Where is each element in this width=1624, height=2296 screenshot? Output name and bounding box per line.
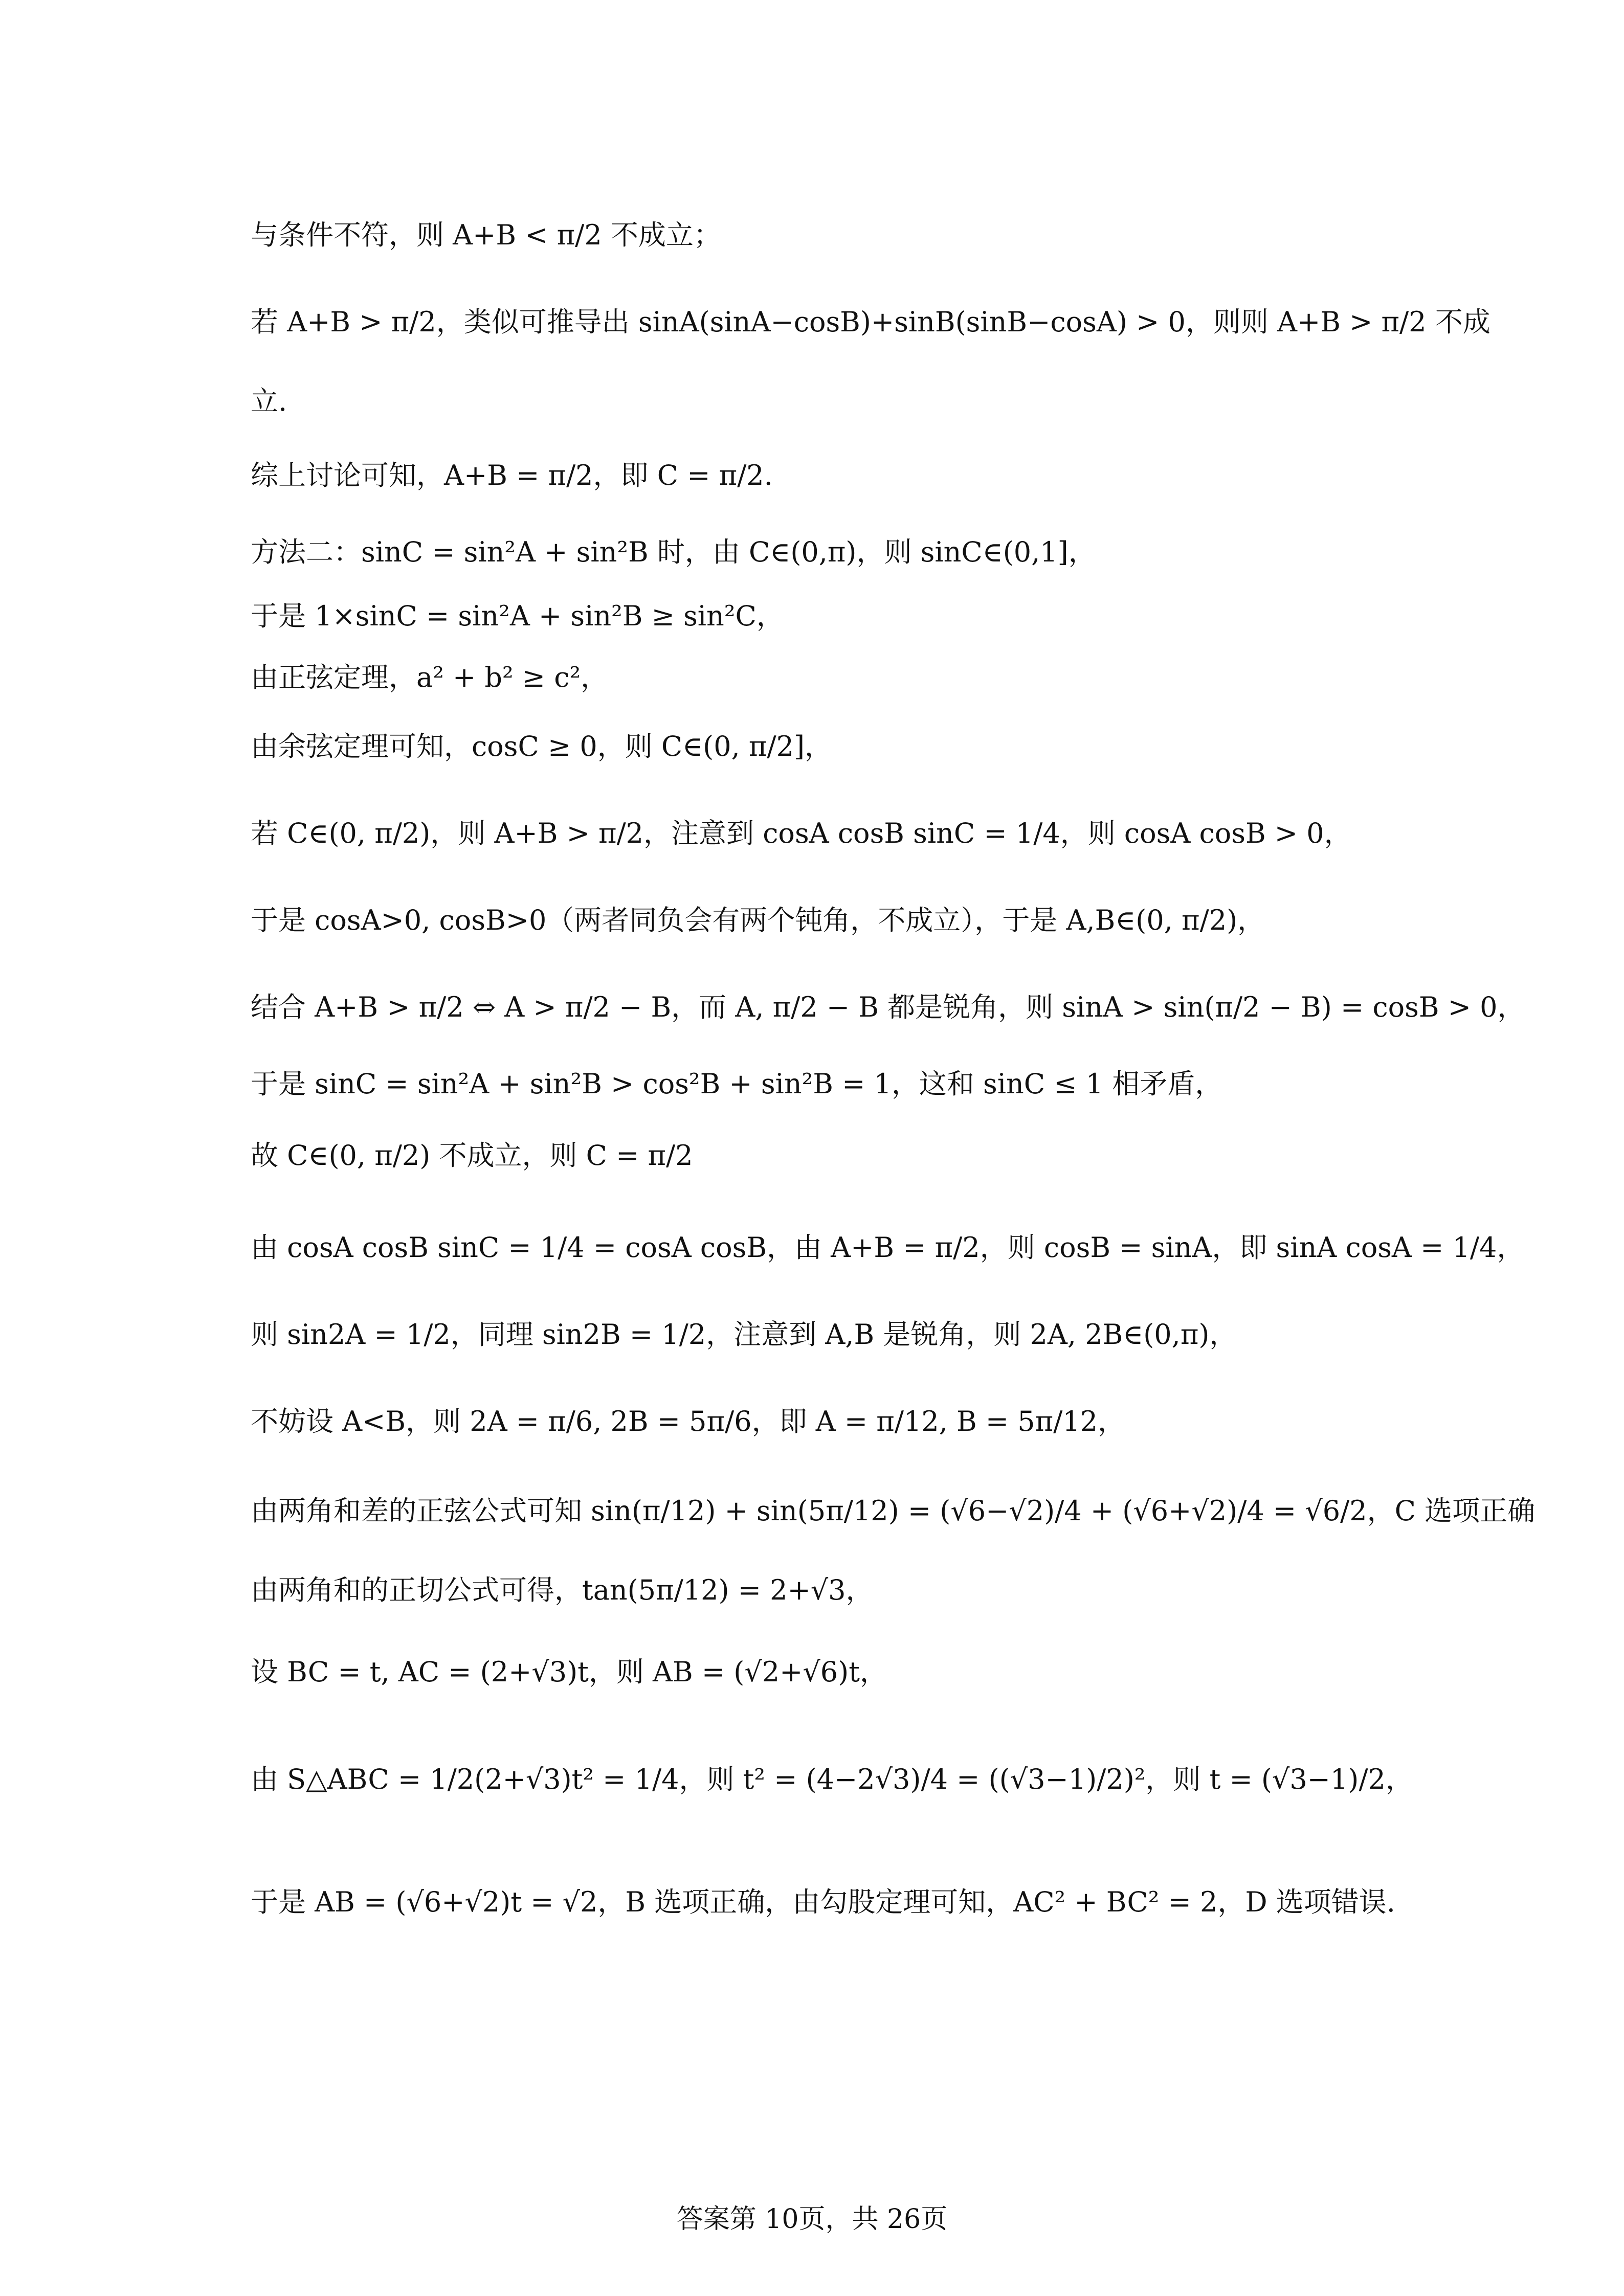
text-line: 于是 AB = (√6+√2)t = √2，B 选项正确，由勾股定理可知，AC² + BC² = 2，D 选项错误. [251, 1886, 1395, 1918]
text-line: 不妨设 A<B，则 2A = π/6, 2B = 5π/6，即 A = π/12, B = 5π/12， [251, 1405, 1126, 1437]
text-line: 与条件不符，则 A+B < π/2 不成立； [251, 219, 721, 251]
text-line: 综上讨论可知，A+B = π/2，即 C = π/2. [251, 459, 773, 491]
text-line: 由 cosA cosB sinC = 1/4 = cosA cosB，由 A+B = π/2，则 cosB = sinA，即 sinA cosA = 1/4， [251, 1231, 1525, 1264]
text-line: 立. [251, 385, 287, 417]
text-line: 故 C∈(0, π/2) 不成立，则 C = π/2 [251, 1139, 693, 1172]
text-line: 方法二：sinC = sin²A + sin²B 时，由 C∈(0,π)，则 sinC∈(0,1]， [251, 536, 1096, 568]
text-line: 由正弦定理，a² + b² ≥ c²， [251, 661, 609, 693]
text-line: 则 sin2A = 1/2，同理 sin2B = 1/2，注意到 A,B 是锐角，则 2A, 2B∈(0,π)， [251, 1318, 1237, 1350]
text-line: 若 C∈(0, π/2)，则 A+B > π/2，注意到 cosA cosB sinC = 1/4，则 cosA cosB > 0， [251, 817, 1352, 849]
text-line: 由余弦定理可知，cosC ≥ 0，则 C∈(0, π/2]， [251, 730, 833, 762]
text-line: 由两角和的正切公式可得，tan(5π/12) = 2+√3， [251, 1574, 874, 1606]
text-line: 若 A+B > π/2，类似可推导出 sinA(sinA−cosB)+sinB(sinB−cosA) > 0，则则 A+B > π/2 不成 [251, 306, 1490, 338]
text-line: 结合 A+B > π/2 ⇔ A > π/2 − B，而 A, π/2 − B 都是锐角，则 sinA > sin(π/2 − B) = cosB > 0， [251, 991, 1525, 1023]
page-footer: 答案第 10页，共 26页 [676, 2204, 948, 2235]
text-line: 设 BC = t, AC = (2+√3)t，则 AB = (√2+√6)t， [251, 1656, 887, 1688]
text-line: 于是 cosA>0, cosB>0（两者同负会有两个钝角，不成立），于是 A,B∈(0, π/2)， [251, 904, 1265, 936]
text-line: 于是 1×sinC = sin²A + sin²B ≥ sin²C， [251, 600, 784, 632]
text-line: 由 S△ABC = 1/2(2+√3)t² = 1/4，则 t² = (4−2√3)/4 = ((√3−1)/2)²，则 t = (√3−1)/2， [251, 1763, 1413, 1795]
text-line: 由两角和差的正弦公式可知 sin(π/12) + sin(5π/12) = (√6−√2)/4 + (√6+√2)/4 = √6/2，C 选项正确 [251, 1495, 1536, 1527]
text-line: 于是 sinC = sin²A + sin²B > cos²B + sin²B = 1，这和 sinC ≤ 1 相矛盾， [251, 1068, 1223, 1100]
